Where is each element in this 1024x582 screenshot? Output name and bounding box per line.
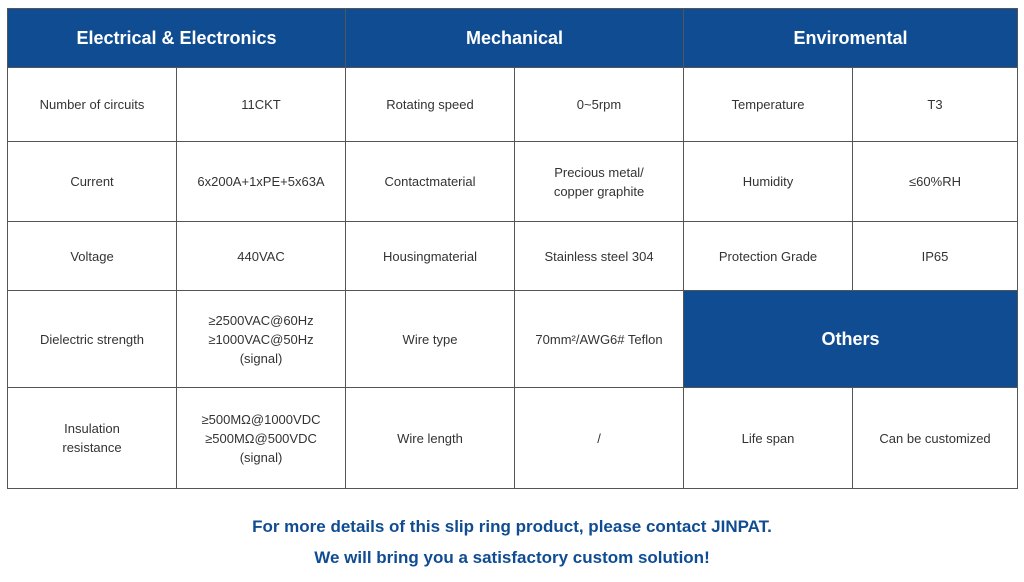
table-row: [8, 222, 1018, 291]
electrical-header: Electrical & Electronics: [8, 9, 346, 68]
table-row: [8, 68, 1018, 142]
env-label-protection-grade: Protection Grade: [684, 222, 853, 291]
mech-label-speed: Rotating speed: [346, 68, 515, 142]
elec-value-voltage: 440VAC: [177, 222, 346, 291]
elec-label-circuits: Number of circuits: [8, 68, 177, 142]
env-value-temperature: T3: [853, 68, 1018, 142]
mech-value-wire-type: 70mm²/AWG6# Teflon: [515, 291, 684, 388]
elec-value-circuits: 11CKT: [177, 68, 346, 142]
mech-label-contact-material: Contactmaterial: [346, 142, 515, 222]
footer-contact-text: For more details of this slip ring product, please contact JINPAT.: [252, 517, 772, 536]
elec-label-current: Current: [8, 142, 177, 222]
mech-value-wire-length: /: [515, 388, 684, 489]
elec-label-insulation: Insulation resistance: [8, 388, 177, 489]
header-row: [8, 9, 1018, 68]
mech-label-wire-length: Wire length: [346, 388, 515, 489]
mech-value-speed: 0~5rpm: [515, 68, 684, 142]
environmental-header: Enviromental: [684, 9, 1018, 68]
elec-value-current: 6x200A+1xPE+5x63A: [177, 142, 346, 222]
env-value-humidity: ≤60%RH: [853, 142, 1018, 222]
other-label-life-span: Life span: [684, 388, 853, 489]
mech-label-wire-type: Wire type: [346, 291, 515, 388]
table-row: [8, 388, 1018, 489]
others-header: Others: [684, 291, 1018, 388]
env-label-temperature: Temperature: [684, 68, 853, 142]
table-row: [8, 291, 1018, 388]
mech-label-housing-material: Housingmaterial: [346, 222, 515, 291]
footer-solution-text: We will bring you a satisfactory custom solution!: [314, 548, 710, 567]
elec-value-insulation: ≥500MΩ@1000VDC ≥500MΩ@500VDC (signal): [177, 388, 346, 489]
table-row: [8, 142, 1018, 222]
other-value-life-span: Can be customized: [853, 388, 1018, 489]
elec-label-dielectric: Dielectric strength: [8, 291, 177, 388]
elec-label-voltage: Voltage: [8, 222, 177, 291]
spec-table: [7, 8, 1018, 489]
env-value-protection-grade: IP65: [853, 222, 1018, 291]
mech-value-housing-material: Stainless steel 304: [515, 222, 684, 291]
env-label-humidity: Humidity: [684, 142, 853, 222]
elec-value-dielectric: ≥2500VAC@60Hz ≥1000VAC@50Hz (signal): [177, 291, 346, 388]
mechanical-header: Mechanical: [346, 9, 684, 68]
mech-value-contact-material: Precious metal/ copper graphite: [515, 142, 684, 222]
